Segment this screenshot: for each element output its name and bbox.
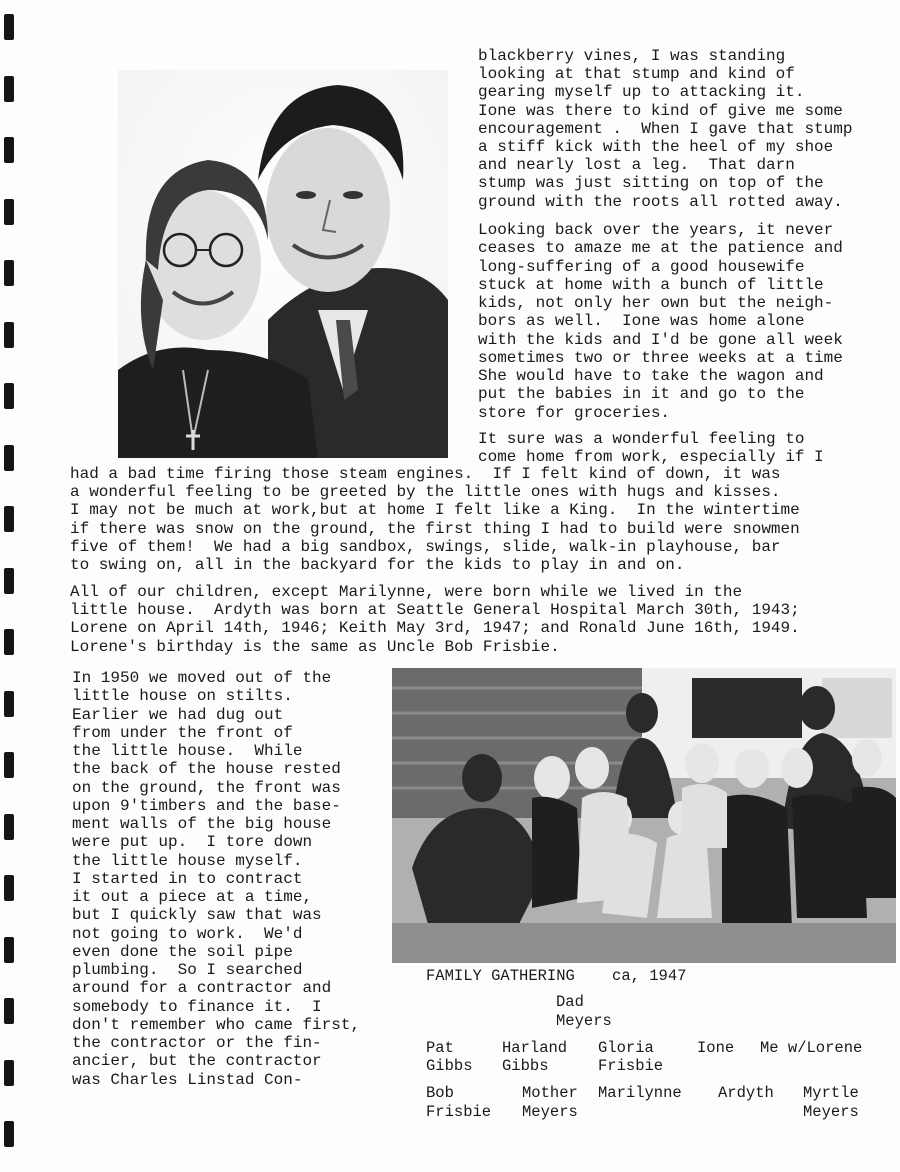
photo-caption-text: Dad [556,993,584,1011]
binding-ring [4,1121,14,1147]
body-text-line: plumbing. So I searched [72,961,303,979]
photo-caption-text: Meyers [522,1103,578,1121]
binding-ring [4,14,14,40]
photo-caption-text: Frisbie [426,1103,492,1121]
body-text-line: if there was snow on the ground, the first thing I had to build were snowmen [70,519,800,538]
body-text-line: bors as well. Ione was home alone [478,312,805,331]
body-text-line: don't remember who came first, [72,1015,361,1034]
body-text-line: looking at that stump and kind of [478,65,795,84]
body-text-line: the little house. While [72,742,303,760]
body-text-line: long-suffering of a good housewife [478,257,805,276]
photo-caption-text: Marilynne [598,1084,682,1102]
body-text-line: upon 9'timbers and the base- [72,796,341,815]
binding-ring [4,260,14,286]
body-text-line: ceases to amaze me at the patience and [478,239,843,258]
couple-portrait-photo [118,70,448,458]
photo-caption-text: Ione [697,1039,735,1057]
body-text-line: blackberry vines, I was standing [478,47,786,65]
body-text-line: It sure was a wonderful feeling to [478,430,805,448]
binding-ring [4,137,14,163]
photo-caption-text: FAMILY GATHERING ca, 1947 [426,967,687,985]
body-text-line: the contractor or the fin- [72,1034,322,1052]
body-text-line: on the ground, the front was [72,778,341,797]
body-text-line: store for groceries. [478,403,671,422]
body-text-line: ment walls of the big house [72,815,332,833]
body-text-line: In 1950 we moved out of the [72,669,332,687]
body-text-line: five of them! We had a big sandbox, swings, slide, walk-in playhouse, bar [70,537,781,556]
body-text-line: come home from work, especially if I [478,448,824,467]
photo-caption-text: Mother [522,1084,578,1102]
photo-caption-text: Ardyth [718,1084,774,1102]
body-text-line: but I quickly saw that was [72,906,322,925]
body-text-line: were put up. I tore down [72,833,313,852]
binding-ring [4,875,14,901]
body-text-line: I started in to contract [72,869,303,888]
photo-caption-text: Gloria [598,1039,654,1057]
photo-caption-text: Gibbs [426,1057,473,1075]
body-text-line: the little house myself. [72,851,303,870]
binding-ring [4,199,14,225]
body-text-line: ancier, but the contractor [72,1052,322,1071]
body-text-line: Looking back over the years, it never [478,221,834,239]
binding-ring [4,691,14,717]
body-text-line: was Charles Linstad Con- [72,1070,303,1089]
body-text-line: somebody to finance it. I [72,997,322,1016]
body-text-line: gearing myself up to attacking it. [478,83,805,102]
body-text-line: kids, not only her own but the neigh- [478,294,834,312]
body-text-line: All of our children, except Marilynne, were born while we lived in the [70,583,743,601]
body-text-line: Lorene on April 14th, 1946; Keith May 3rd, 1947; and Ronald June 16th, 1949. [70,619,800,638]
body-text-line: Ione was there to kind of give me some [478,101,843,120]
binding-ring [4,568,14,594]
binding-ring [4,629,14,655]
binding-ring [4,937,14,963]
spiral-binding [4,0,16,1172]
body-text-line: She would have to take the wagon and [478,367,824,385]
binding-ring [4,322,14,348]
body-text-line: and nearly lost a leg. That darn [478,156,795,175]
body-text-line: around for a contractor and [72,979,332,998]
binding-ring [4,383,14,409]
binding-ring [4,752,14,778]
body-text-line: stump was just sitting on top of the [478,174,824,193]
photo-caption-text: Meyers [556,1012,612,1030]
photo-caption-text: Gibbs [502,1057,549,1075]
binding-ring [4,76,14,102]
body-text-line: the back of the house rested [72,760,341,779]
body-text-line: I may not be much at work,but at home I felt like a King. In the wintertime [70,501,800,520]
binding-ring [4,998,14,1024]
body-text-line: with the kids and I'd be gone all week [478,330,843,349]
body-text-line: from under the front of [72,723,293,742]
body-text-line: to swing on, all in the backyard for the kids to play in and on. [70,556,685,574]
body-text-line: not going to work. We'd [72,924,303,943]
photo-caption-text: Pat [426,1039,454,1057]
body-text-line: Earlier we had dug out [72,705,284,724]
photo-caption-text: Harland [502,1039,568,1057]
body-text-line: ground with the roots all rotted away. [478,192,843,211]
body-text-line: sometimes two or three weeks at a time [478,348,843,367]
body-text-line: a stiff kick with the heel of my shoe [478,138,834,156]
photo-caption-text: Frisbie [598,1057,664,1075]
photo-caption-text: Me w/Lorene [760,1039,863,1057]
photo-caption-text: Bob [426,1084,454,1102]
body-text-line: encouragement . When I gave that stump [478,119,853,138]
body-text-line: had a bad time firing those steam engines. If I felt kind of down, it was [70,465,781,483]
binding-ring [4,1060,14,1086]
body-text-line: little house. Ardyth was born at Seattle General Hospital March 30th, 1943; [70,601,800,620]
body-text-line: a wonderful feeling to be greeted by the little ones with hugs and kisses. [70,483,781,502]
family-gathering-photo [392,668,896,963]
body-text-line: Lorene's birthday is the same as Uncle Bob Frisbie. [70,637,560,656]
body-text-line: even done the soil pipe [72,942,293,961]
body-text-line: it out a piece at a time, [72,888,313,906]
body-text-line: stuck at home with a bunch of little [478,275,824,294]
body-text-line: put the babies in it and go to the [478,385,805,404]
binding-ring [4,814,14,840]
photo-caption-text: Myrtle [803,1084,859,1102]
body-text-line: little house on stilts. [72,687,293,706]
binding-ring [4,445,14,471]
photo-caption-text: Meyers [803,1103,859,1121]
binding-ring [4,506,14,532]
